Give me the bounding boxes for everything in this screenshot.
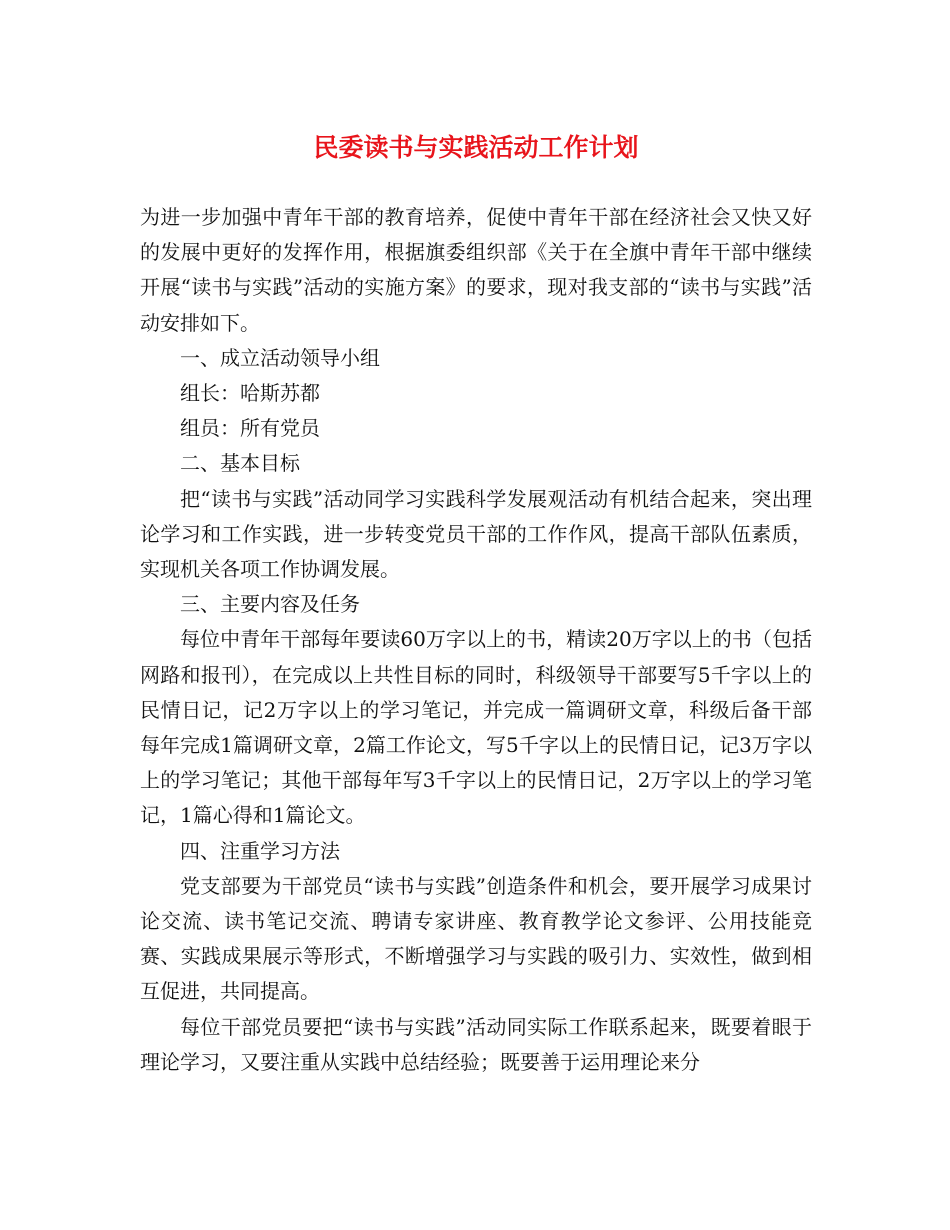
group-leader-line: 组长：哈斯苏都 [180, 381, 320, 406]
tasks-paragraph: 每位中青年干部每年要读60万字以上的书，精读20万字以上的书（包括网路和报刊），在完成以上共性目标的同时，科级领导干部要写5千字以上的民情日记，记2万字以上的学习笔记，并完成一篇调研文章，科级后备干部每年完成1篇调研文章，2篇工作论文，写5千字以上的民情日记，记3万字以上的学习笔记；其他干部每年写3千字以上的民情日记，2万字以上的学习笔记，1篇心得和1篇论文。 [140, 627, 812, 828]
document-body [140, 200, 812, 1080]
methods-paragraph-1: 党支部要为干部党员“读书与实践”创造条件和机会，要开展学习成果讨论交流、读书笔记交流、聘请专家讲座、教育教学论文参评、公用技能竞赛、实践成果展示等形式，不断增强学习与实践的吸引力、实效性，做到相互促进，共同提高。 [140, 873, 812, 1004]
group-members-line: 组员：所有党员 [180, 416, 320, 441]
intro-paragraph: 为进一步加强中青年干部的教育培养，促使中青年干部在经济社会又快又好的发展中更好的发挥作用，根据旗委组织部《关于在全旗中青年干部中继续开展“读书与实践”活动的实施方案》的要求，现对我支部的“读书与实践”活动安排如下。 [140, 205, 812, 335]
section-heading-4: 四、注重学习方法 [180, 838, 340, 863]
section-heading-1: 一、成立活动领导小组 [180, 345, 380, 370]
section-heading-3: 三、主要内容及任务 [180, 592, 360, 617]
methods-paragraph-2: 每位干部党员要把“读书与实践”活动同实际工作联系起来，既要着眼于理论学习，又要注重从实践中总结经验；既要善于运用理论来分 [140, 1014, 812, 1074]
section-heading-2: 二、基本目标 [180, 451, 300, 476]
goals-paragraph: 把“读书与实践”活动同学习实践科学发展观活动有机结合起来，突出理论学习和工作实践，进一步转变党员干部的工作作风，提高干部队伍素质，实现机关各项工作协调发展。 [140, 486, 812, 582]
document-title: 民委读书与实践活动工作计划 [313, 133, 639, 162]
